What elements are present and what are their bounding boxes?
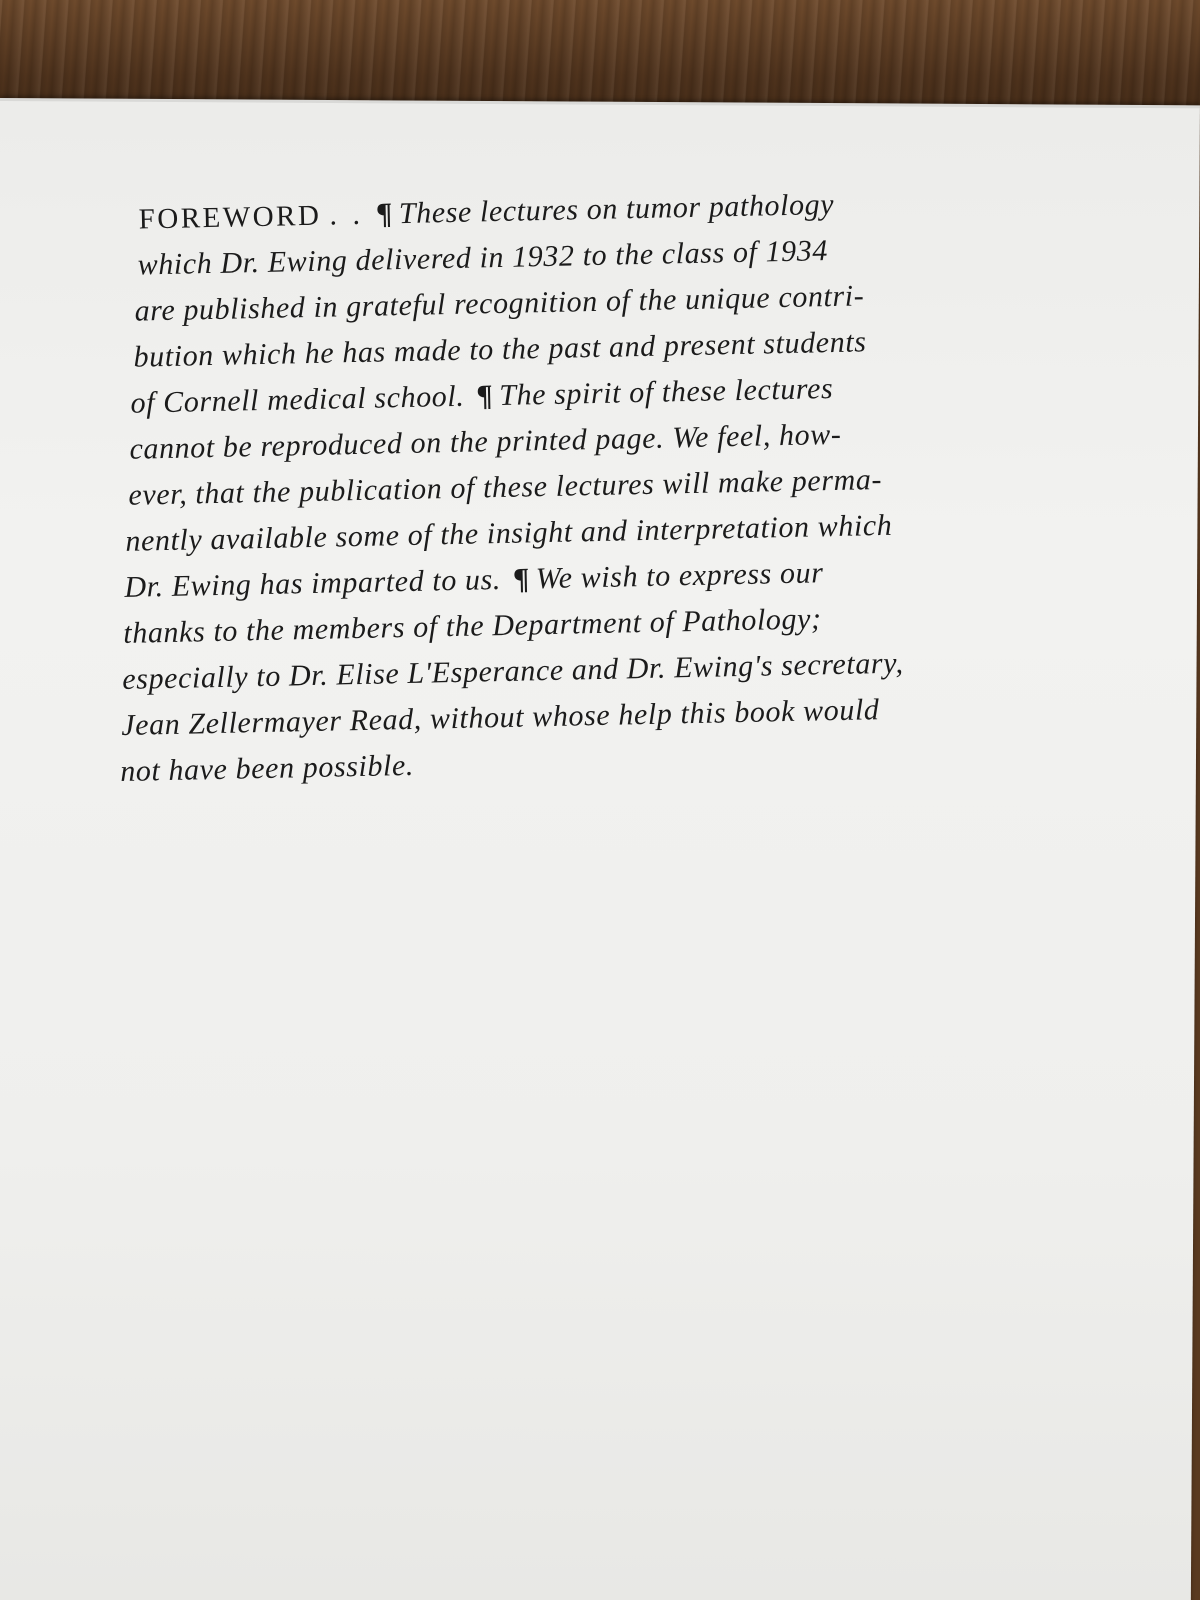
line-text: cannot be reproduced on the printed page. We feel, how- [129, 417, 842, 466]
foreword-heading: FOREWORD [138, 199, 322, 236]
line-text: bution which he has made to the past and present students [133, 325, 867, 374]
line-text: thanks to the members of the Department of Pathology; [123, 602, 822, 650]
line-text: not have been possible. [119, 748, 415, 789]
heading-dots: . . [329, 197, 365, 232]
pilcrow-mark: ¶ [375, 197, 394, 231]
line-text: Dr. Ewing has imparted to us. [124, 563, 502, 604]
line-text: nently available some of the insight and interpretation which [125, 508, 893, 558]
line-text: especially to Dr. Elise L'Esperance and Dr. Ewing's secretary, [121, 646, 904, 696]
line-text: which Dr. Ewing delivered in 1932 to the class of 1934 [137, 234, 829, 282]
line-text: are published in grateful recognition of the unique contri- [134, 279, 865, 328]
foreword-paragraph [108, 176, 1130, 795]
line-text: of Cornell medical school. [130, 379, 465, 420]
line-text: Jean Zellermayer Read, without whose help this book would [120, 693, 880, 742]
pilcrow-mark: ¶ [476, 379, 494, 413]
line-text: We wish to express our [535, 556, 824, 596]
line-text: The spirit of these lectures [498, 372, 834, 413]
pilcrow-mark: ¶ [512, 562, 531, 596]
line-text: ever, that the publication of these lectures will make perma- [128, 463, 883, 512]
line-text: These lectures on tumor pathology [398, 187, 835, 231]
